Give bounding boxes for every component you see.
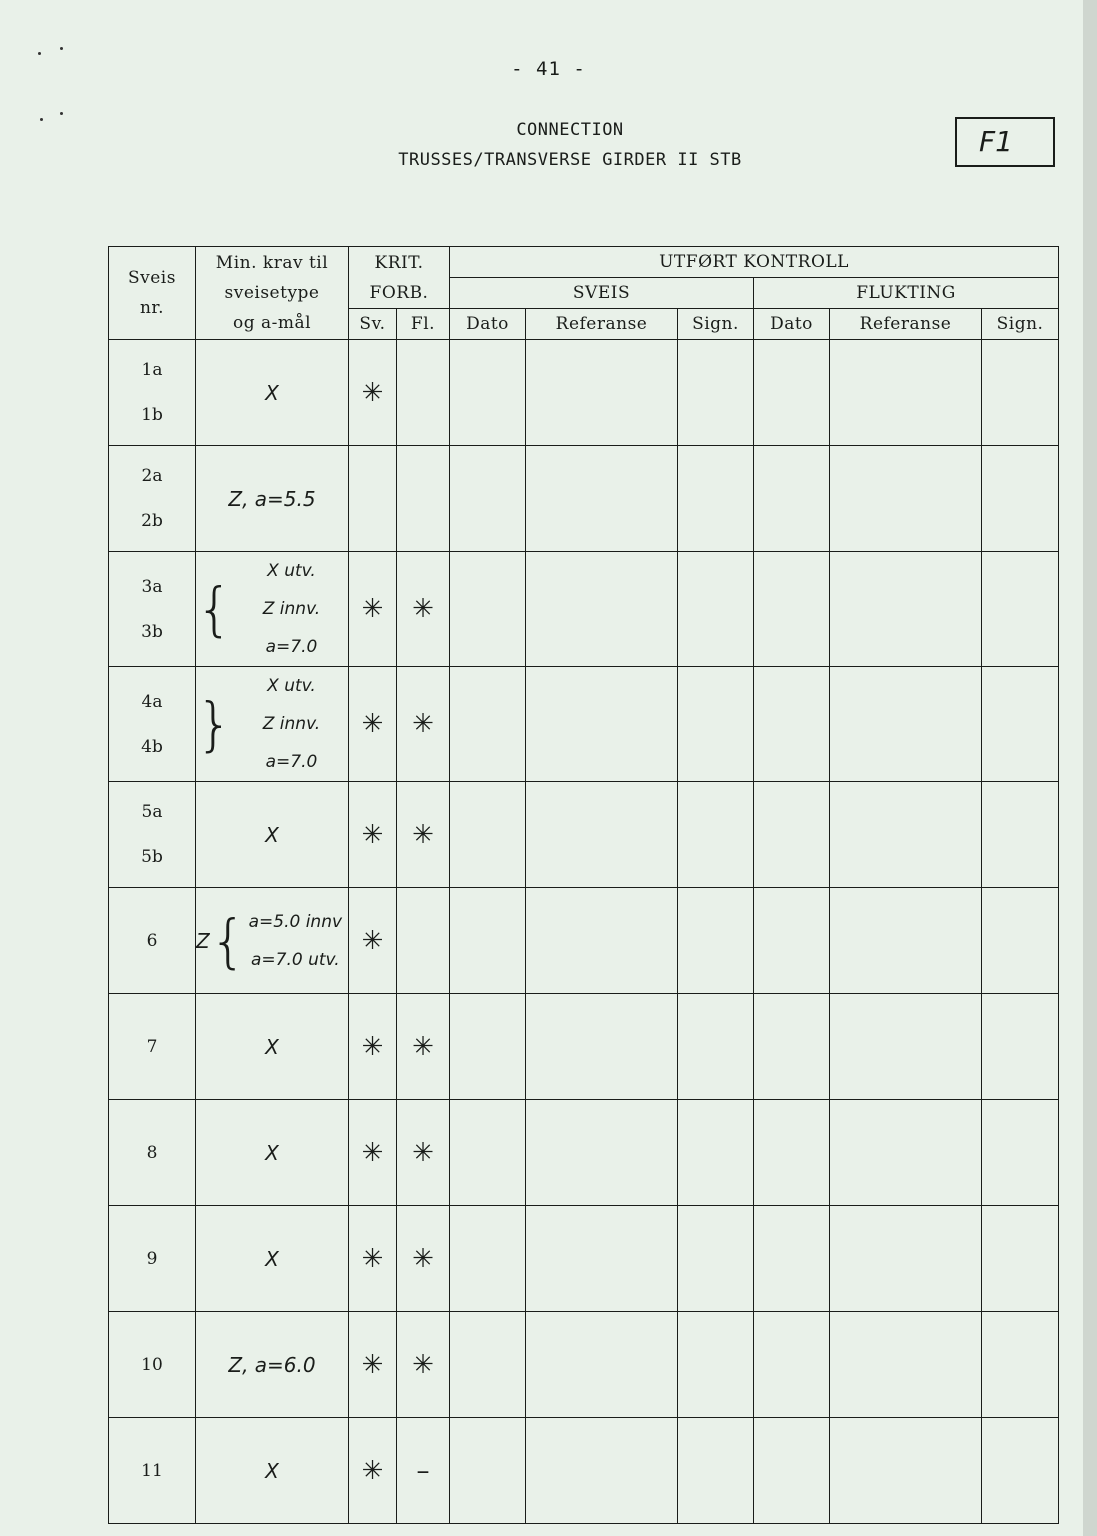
flukting-referanse-cell[interactable] [830,782,982,888]
flukting-sign-cell[interactable] [982,667,1059,782]
critical-fl-mark: ✳ [397,1100,450,1206]
reference-box: F1 [955,117,1055,167]
sveis-referanse-cell[interactable] [526,667,678,782]
header-krit-forb [349,247,450,309]
flukting-sign-cell[interactable] [982,552,1059,667]
sveis-dato-cell[interactable] [450,782,526,888]
weld-number: 2a [141,466,163,486]
critical-sv-mark [349,446,397,552]
flukting-dato-cell[interactable] [754,552,830,667]
sveis-sign-cell[interactable] [678,340,754,446]
sveis-referanse-cell[interactable] [526,782,678,888]
sveis-referanse-cell[interactable] [526,1100,678,1206]
sveis-sign-cell[interactable] [678,446,754,552]
weld-number-cell [109,340,196,446]
critical-sv-mark: ✳ [349,667,397,782]
weld-number: 9 [109,1206,196,1312]
weld-number-cell [109,667,196,782]
scan-speck [60,47,63,50]
flukting-sign-cell[interactable] [982,782,1059,888]
brace-icon: { [209,906,247,975]
weld-requirement: X [196,1418,349,1524]
brace-icon: { [196,575,233,643]
weld-requirement-line: X utv. [267,676,316,696]
sveis-dato-cell[interactable] [450,888,526,994]
sveis-dato-cell[interactable] [450,446,526,552]
header-flukting-dato: Dato [754,309,830,340]
table-row [109,1206,1059,1312]
flukting-sign-cell[interactable] [982,340,1059,446]
weld-requirement [196,667,349,782]
header-min-krav [196,247,349,340]
weld-number: 4b [141,736,163,757]
sveis-dato-cell[interactable] [450,1100,526,1206]
critical-sv-mark: ✳ [349,340,397,446]
table-row [109,552,1059,667]
critical-sv-mark: ✳ [349,1206,397,1312]
sveis-dato-cell[interactable] [450,1418,526,1524]
weld-requirement [196,888,349,994]
flukting-dato-cell[interactable] [754,446,830,552]
flukting-sign-cell[interactable] [982,1100,1059,1206]
table-row [109,1100,1059,1206]
document-subtitle: TRUSSES/TRANSVERSE GIRDER II STB [398,150,742,170]
brace-icon: } [196,690,233,758]
weld-number: 2b [141,511,163,531]
weld-requirement: X [196,340,349,446]
sveis-referanse-cell[interactable] [526,1312,678,1418]
weld-number: 8 [109,1100,196,1206]
sveis-sign-cell[interactable] [678,782,754,888]
table-row [109,446,1059,552]
header-min-krav-line3: og a-mål [232,313,312,333]
flukting-dato-cell[interactable] [754,340,830,446]
flukting-referanse-cell[interactable] [830,888,982,994]
sveis-referanse-cell[interactable] [526,888,678,994]
header-fl: Fl. [397,309,450,340]
header-nr-label: nr. [139,298,165,318]
weld-number-cell [109,446,196,552]
critical-fl-mark: ✳ [397,552,450,667]
sveis-referanse-cell[interactable] [526,1206,678,1312]
page-number: - 41 - [511,58,586,80]
critical-fl-mark [397,888,450,994]
flukting-sign-cell[interactable] [982,1418,1059,1524]
weld-number: 1b [141,405,163,425]
weld-number: 5b [141,847,163,867]
table-row [109,667,1059,782]
header-min-krav-line1: Min. krav til [215,253,329,273]
header-utfort-kontroll: UTFØRT KONTROLL [450,247,1059,278]
weld-requirement [196,552,349,667]
weld-requirement: Z, a=6.0 [196,1312,349,1418]
header-sveis-dato: Dato [450,309,526,340]
header-flukting-referanse: Referanse [830,309,982,340]
weld-requirement: X [196,782,349,888]
header-krit-label: KRIT. [374,252,424,273]
header-forb-label: FORB. [369,282,429,303]
sveis-sign-cell[interactable] [678,552,754,667]
critical-sv-mark: ✳ [349,1418,397,1524]
weld-number: 3a [141,576,163,597]
table-row [109,782,1059,888]
flukting-sign-cell[interactable] [982,888,1059,994]
scan-speck [38,52,41,55]
table-row [109,1418,1059,1524]
flukting-dato-cell[interactable] [754,667,830,782]
weld-requirement-line: a=5.0 innv [248,911,343,932]
weld-number: 10 [109,1312,196,1418]
table-row [109,1312,1059,1418]
weld-number-cell [109,782,196,888]
header-sveis-nr [109,247,196,340]
critical-sv-mark: ✳ [349,1312,397,1418]
header-sveis-sign: Sign. [678,309,754,340]
weld-requirement: Z, a=5.5 [196,446,349,552]
critical-fl-mark: – [397,1418,450,1524]
sveis-dato-cell[interactable] [450,340,526,446]
weld-number: 7 [109,994,196,1100]
weld-number: 6 [109,888,196,994]
weld-inspection-table [108,246,1059,1524]
header-flukting: FLUKTING [754,278,1059,309]
sveis-referanse-cell[interactable] [526,340,678,446]
sveis-sign-cell[interactable] [678,1312,754,1418]
weld-number-cell [109,552,196,667]
sveis-dato-cell[interactable] [450,994,526,1100]
sveis-referanse-cell[interactable] [526,446,678,552]
header-sveis-label: Sveis [128,268,176,288]
weld-requirement-line: a=7.0 utv. [251,949,340,970]
table-row [109,340,1059,446]
weld-number: 3b [141,621,163,642]
header-sv: Sv. [349,309,397,340]
sveis-referanse-cell[interactable] [526,552,678,667]
header-min-krav-line2: sveisetype [224,283,320,303]
weld-requirement: X [196,1206,349,1312]
sveis-sign-cell[interactable] [678,888,754,994]
flukting-dato-cell[interactable] [754,782,830,888]
flukting-referanse-cell[interactable] [830,667,982,782]
weld-requirement: X [196,1100,349,1206]
flukting-dato-cell[interactable] [754,994,830,1100]
flukting-referanse-cell[interactable] [830,994,982,1100]
flukting-referanse-cell[interactable] [830,1312,982,1418]
weld-requirement-line: Z innv. a=7.0 [262,599,321,657]
sveis-dato-cell[interactable] [450,1312,526,1418]
sveis-referanse-cell[interactable] [526,1418,678,1524]
sveis-sign-cell[interactable] [678,1418,754,1524]
flukting-referanse-cell[interactable] [830,552,982,667]
weld-number: 5a [141,802,163,822]
flukting-sign-cell[interactable] [982,1312,1059,1418]
critical-sv-mark: ✳ [349,888,397,994]
flukting-sign-cell[interactable] [982,994,1059,1100]
critical-fl-mark [397,340,450,446]
critical-fl-mark: ✳ [397,994,450,1100]
flukting-sign-cell[interactable] [982,1206,1059,1312]
table-row [109,994,1059,1100]
flukting-dato-cell[interactable] [754,888,830,994]
critical-sv-mark: ✳ [349,552,397,667]
page-edge [1083,0,1097,1536]
weld-requirement-line: X utv. [267,561,316,581]
flukting-dato-cell[interactable] [754,1418,830,1524]
critical-fl-mark: ✳ [397,667,450,782]
flukting-dato-cell[interactable] [754,1100,830,1206]
weld-number: 4a [141,691,163,712]
sveis-dato-cell[interactable] [450,552,526,667]
sveis-sign-cell[interactable] [678,1206,754,1312]
flukting-referanse-cell[interactable] [830,446,982,552]
flukting-sign-cell[interactable] [982,446,1059,552]
critical-sv-mark: ✳ [349,782,397,888]
weld-type-prefix: Z [196,928,210,953]
sveis-referanse-cell[interactable] [526,994,678,1100]
flukting-referanse-cell[interactable] [830,1100,982,1206]
critical-fl-mark: ✳ [397,1312,450,1418]
weld-requirement: X [196,994,349,1100]
sveis-sign-cell[interactable] [678,1100,754,1206]
sveis-dato-cell[interactable] [450,1206,526,1312]
table-row [109,888,1059,994]
sveis-dato-cell[interactable] [450,667,526,782]
critical-sv-mark: ✳ [349,1100,397,1206]
sveis-sign-cell[interactable] [678,994,754,1100]
header-sveis-referanse: Referanse [526,309,678,340]
scan-speck [60,112,63,115]
weld-number: 11 [109,1418,196,1524]
flukting-dato-cell[interactable] [754,1312,830,1418]
header-sveis: SVEIS [450,278,754,309]
weld-number: 1a [141,360,163,380]
critical-sv-mark: ✳ [349,994,397,1100]
flukting-referanse-cell[interactable] [830,1206,982,1312]
sveis-sign-cell[interactable] [678,667,754,782]
flukting-referanse-cell[interactable] [830,340,982,446]
critical-fl-mark [397,446,450,552]
flukting-dato-cell[interactable] [754,1206,830,1312]
critical-fl-mark: ✳ [397,1206,450,1312]
weld-requirement-line: Z innv. a=7.0 [262,714,321,772]
critical-fl-mark: ✳ [397,782,450,888]
header-flukting-sign: Sign. [982,309,1059,340]
flukting-referanse-cell[interactable] [830,1418,982,1524]
document-title: CONNECTION [516,120,624,140]
